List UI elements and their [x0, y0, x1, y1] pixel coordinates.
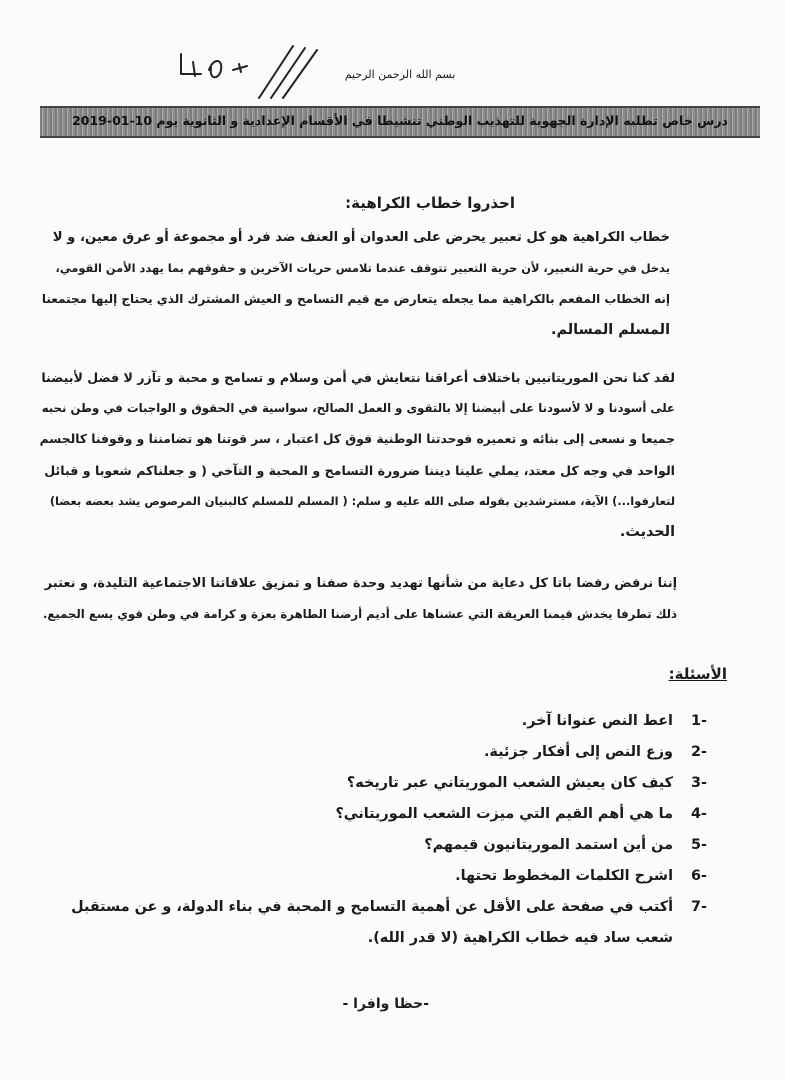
question-number: 7-	[691, 899, 707, 915]
text-title: احذروا خطاب الكراهية:	[345, 194, 515, 212]
questions-heading: الأسئلة:	[668, 665, 727, 683]
question-number: 5-	[691, 837, 707, 853]
question-text: اشرح الكلمات المخطوط تحتها.	[455, 868, 673, 884]
text-line: يدخل في حرية التعبير، لأن حرية التعبير تتوقف عندما تلامس حريات الآخرين و حقوقهم بما يهدد الأمن القومي،	[55, 261, 670, 275]
text-line: إنه الخطاب المفعم بالكراهية مما يجعله يتعارض مع قيم التسامح و العيش المشترك الذي يحتاج إليها مجتمعنا	[41, 292, 670, 306]
paragraph-1	[40, 222, 670, 346]
question-item	[40, 706, 707, 737]
question-text: أكتب في صفحة على الأقل عن أهمية التسامح و المحبة في بناء الدولة، و عن مستقبل شعب ساد فيه خطاب الكراهية (لا قدر الله).	[71, 899, 673, 946]
question-item	[40, 892, 707, 954]
banner-text: درس خاص تطلبه الإدارة الجهوية للتهذيب الوطني تنشيطا في الأقسام الإعدادية و الثانوية يوم 10-01-2019	[72, 113, 728, 128]
text-line: خطاب الكراهية هو كل تعبير يحرض على العدوان أو العنف ضد فرد أو مجموعة أو عرق معين، و لا	[52, 230, 670, 245]
paragraph-2	[40, 362, 675, 548]
question-number: 3-	[691, 775, 707, 791]
question-text: ما هي أهم القيم التي ميزت الشعب الموريتاني؟	[335, 806, 673, 822]
question-item	[40, 830, 707, 861]
question-item	[40, 799, 707, 830]
text-line: المسلم المسالم.	[551, 322, 670, 338]
question-item	[40, 861, 707, 892]
header-banner	[40, 106, 760, 138]
text-line: على أسودنا و لا لأسودنا على أبيضنا إلا بالتقوى و العمل الصالح، سواسية في الحقوق و الواجبات في وطن نحبه	[41, 401, 675, 415]
question-item	[40, 737, 707, 768]
text-line: الواحد في وجه كل معتد، يملي علينا ديننا ضرورة التسامح و المحبة و التآخي ( و جعلناكم شعوبا و قبائل	[44, 463, 675, 478]
question-number: 2-	[691, 744, 707, 760]
question-number: 4-	[691, 806, 707, 822]
question-text: اعط النص عنوانا آخر.	[521, 713, 673, 729]
text-line: جميعا و نسعى إلى بنائه و تعميره فوحدتنا الوطنية فوق كل اعتبار ، سر قوتنا هو تضامننا و وقوفنا كالجسم	[39, 432, 675, 446]
text-line: إننا نرفض رفضا باتا كل دعاية من شأنها تهديد وحدة صفنا و تمزيق علاقاتنا الاجتماعية التليدة، و نعتبر	[44, 576, 677, 591]
question-text: وزع النص إلى أفكار جزئية.	[483, 744, 673, 760]
text-line: الحديث.	[619, 524, 675, 540]
questions-list	[40, 706, 707, 954]
closing-wish: -حظا وافرا -	[342, 996, 429, 1012]
question-number: 1-	[691, 713, 707, 729]
text-line: لتعارفوا...) الآية، مسترشدين بقوله صلى الله عليه و سلم: ( المسلم للمسلم كالبنيان المرصوص يشد بعضه بعضا)	[49, 494, 675, 508]
handwritten-mark	[175, 40, 320, 102]
text-line: ذلك تطرفا يخدش قيمنا العريقة التي عشناها على أديم أرضنا الطاهرة بعزة و كرامة في وطن قوي يسع الجميع.	[42, 607, 677, 621]
text-line: لقد كنا نحن الموريتانيين باختلاف أعراقنا نتعايش في أمن وسلام و تسامح و محبة و تآزر لا فضل لأبيضنا	[41, 370, 675, 385]
question-number: 6-	[691, 868, 707, 884]
question-text: من أين استمد الموريتانيون قيمهم؟	[424, 837, 673, 853]
basmala: بسم الله الرحمن الرحيم	[344, 68, 456, 81]
question-item	[40, 768, 707, 799]
question-text: كيف كان يعيش الشعب الموريتاني عبر تاريخه؟	[346, 775, 673, 791]
paragraph-3	[40, 568, 677, 630]
